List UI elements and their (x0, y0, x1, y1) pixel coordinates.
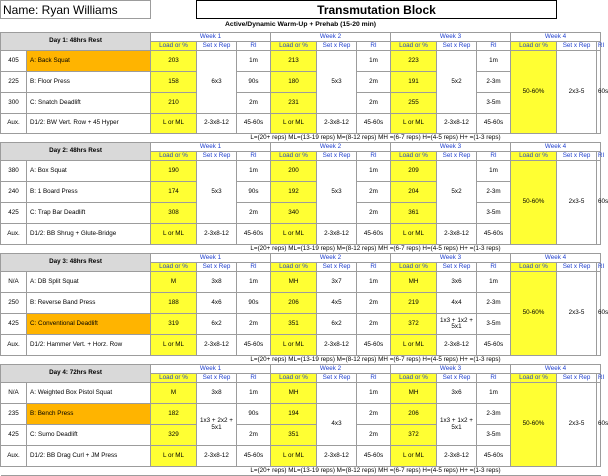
rest-cell: 45-60s (477, 224, 511, 245)
sets-reps-cell (317, 383, 357, 404)
column-header: Load or % (151, 42, 197, 51)
rest-cell: 2m (357, 425, 391, 446)
column-header: Load or % (271, 42, 317, 51)
rest-cell: 1m (357, 272, 391, 293)
max-weight: N/A (1, 272, 27, 293)
load-cell: 200 (271, 161, 317, 182)
load-cell: 223 (391, 51, 437, 72)
rest-cell: 45-60s (477, 114, 511, 134)
column-header: RI (477, 42, 511, 51)
column-header: Load or % (271, 374, 317, 383)
week4-rest-cell: 60s (597, 383, 601, 467)
athlete-name: Name: Ryan Williams (1, 1, 151, 19)
max-weight: 225 (1, 72, 27, 93)
week4-rest-cell: 60s (597, 272, 601, 356)
rest-cell: 1m (477, 272, 511, 293)
week4-sets-reps-cell: 2x3-5 (557, 272, 597, 356)
rest-cell: 45-60s (357, 114, 391, 134)
load-cell: L or ML (271, 114, 317, 134)
rest-cell: 2m (237, 314, 271, 335)
week-header: Week 1 (151, 365, 271, 374)
load-cell: 319 (151, 314, 197, 335)
column-header: Set x Rep (557, 263, 597, 272)
exercise-name: A: Box Squat (27, 161, 151, 182)
rest-cell: 45-60s (237, 224, 271, 245)
column-header: Set x Rep (437, 263, 477, 272)
column-header: Load or % (271, 152, 317, 161)
column-header: RI (237, 374, 271, 383)
column-header: Load or % (391, 152, 437, 161)
column-header: Load or % (511, 42, 557, 51)
load-cell: 361 (391, 203, 437, 224)
warmup-subtitle: Active/Dynamic Warm-Up + Prehab (15-20 min) (225, 21, 377, 29)
max-weight: 250 (1, 293, 27, 314)
rest-cell: 1m (357, 51, 391, 72)
rest-cell: 1m (477, 51, 511, 72)
exercise-name: A: Weighted Box Pistol Squat (27, 383, 151, 404)
day-week-header (1, 254, 601, 263)
column-header: RI (477, 263, 511, 272)
rest-cell: 45-60s (237, 446, 271, 467)
column-header: Set x Rep (437, 42, 477, 51)
sets-reps-cell: 2-3x8-12 (197, 335, 237, 356)
column-header: Load or % (151, 374, 197, 383)
rest-cell: 3-5m (477, 93, 511, 114)
column-header: Set x Rep (557, 42, 597, 51)
rest-cell: 1m (477, 383, 511, 404)
column-header: Set x Rep (197, 374, 237, 383)
rest-cell: 3-5m (477, 314, 511, 335)
rest-cell: 3-5m (477, 203, 511, 224)
sets-reps-cell: 5x3 (317, 161, 357, 224)
sets-reps-cell: 2-3x8-12 (317, 446, 357, 467)
sets-reps-cell: 2-3x8-12 (437, 114, 477, 134)
sets-reps-cell: 1x3 + 2x2 + 5x1 (197, 404, 237, 446)
sets-reps-cell: 3x7 (317, 272, 357, 293)
load-cell: 190 (151, 161, 197, 182)
load-cell: L or ML (151, 114, 197, 134)
column-header: RI (598, 151, 605, 159)
page-title: Transmutation Block (197, 1, 557, 19)
load-cell: 180 (271, 72, 317, 93)
load-cell: MH (391, 272, 437, 293)
sets-reps-cell: 3x6 (437, 272, 477, 293)
load-cell: L or ML (271, 446, 317, 467)
load-cell: M (151, 383, 197, 404)
day-title: Day 4: 72hrs Rest (1, 365, 151, 383)
sets-reps-cell: 3x8 (197, 272, 237, 293)
max-weight: N/A (1, 383, 27, 404)
load-cell: MH (271, 272, 317, 293)
sets-reps-cell: 2-3x8-12 (197, 446, 237, 467)
week-header: Week 3 (391, 33, 511, 42)
load-cell: 210 (151, 93, 197, 114)
week-header: Week 2 (271, 254, 391, 263)
exercise-row (1, 272, 601, 293)
column-header: Load or % (391, 374, 437, 383)
week4-load-cell: 50-60% (511, 51, 557, 134)
column-header: Load or % (511, 152, 557, 161)
week4-load-cell: 50-60% (511, 383, 557, 467)
intensity-legend: L=(20+ reps) ML=(13-19 reps) M=(8-12 reps) MH =(6-7 reps) H=(4-5 reps) H+ =(1-3 reps) (151, 467, 601, 476)
sets-reps-cell: 6x2 (317, 314, 357, 335)
week-header: Week 1 (151, 254, 271, 263)
rest-cell: 3-5m (477, 425, 511, 446)
sets-reps-cell: 5x3 (317, 51, 357, 114)
sets-reps-cell: 2-3x8-12 (317, 335, 357, 356)
day-title: Day 3: 48hrs Rest (1, 254, 151, 272)
rest-cell: 2m (357, 182, 391, 203)
rest-cell: 1m (477, 161, 511, 182)
max-weight: Aux. (1, 446, 27, 467)
sets-reps-cell: 5x2 (437, 51, 477, 114)
load-cell: 206 (391, 404, 437, 425)
sets-reps-cell: 6x3 (197, 51, 237, 114)
load-cell: 174 (151, 182, 197, 203)
day-week-header (1, 365, 601, 374)
load-cell: 194 (271, 404, 317, 425)
load-cell: 329 (151, 425, 197, 446)
column-header: RI (477, 152, 511, 161)
week-header: Week 1 (151, 33, 271, 42)
load-cell: L or ML (391, 224, 437, 245)
load-cell: 191 (391, 72, 437, 93)
max-weight: Aux. (1, 114, 27, 134)
column-header: Set x Rep (197, 152, 237, 161)
week-header: Week 4 (511, 33, 601, 42)
column-header: Set x Rep (317, 42, 357, 51)
load-cell: 255 (391, 93, 437, 114)
load-cell: L or ML (151, 446, 197, 467)
max-weight: Aux. (1, 335, 27, 356)
column-header: RI (357, 152, 391, 161)
exercise-name: C: Sumo Deadlift (27, 425, 151, 446)
rest-cell: 2m (237, 93, 271, 114)
sets-reps-cell: 2-3x8-12 (197, 114, 237, 134)
rest-cell: 45-60s (477, 335, 511, 356)
column-header: Set x Rep (557, 152, 597, 161)
rest-cell: 1m (357, 161, 391, 182)
sets-reps-cell: 1x3 + 1x2 + 5x1 (437, 404, 477, 446)
column-header: Set x Rep (317, 374, 357, 383)
rest-cell: 45-60s (357, 335, 391, 356)
rest-cell: 45-60s (237, 335, 271, 356)
exercise-name: C: Conventional Deadlift (27, 314, 151, 335)
exercise-name: B: 1 Board Press (27, 182, 151, 203)
week-header: Week 2 (271, 365, 391, 374)
load-cell: 213 (271, 51, 317, 72)
sets-reps-cell: 5x3 (197, 161, 237, 224)
rest-cell: 2m (357, 314, 391, 335)
column-header: Set x Rep (317, 263, 357, 272)
rest-cell: 2m (237, 203, 271, 224)
exercise-name: C: Snatch Deadlift (27, 93, 151, 114)
rest-cell: 1m (237, 161, 271, 182)
load-cell: 204 (391, 182, 437, 203)
sets-reps-cell: 2-3x8-12 (437, 446, 477, 467)
load-cell: 203 (151, 51, 197, 72)
column-header: Load or % (271, 263, 317, 272)
week-header: Week 3 (391, 254, 511, 263)
sets-reps-cell: 2-3x8-12 (437, 224, 477, 245)
load-cell: 206 (271, 293, 317, 314)
load-cell: 158 (151, 72, 197, 93)
load-cell: MH (391, 383, 437, 404)
rest-cell: 45-60s (357, 446, 391, 467)
rest-cell: 2-3m (477, 404, 511, 425)
rest-cell: 1m (237, 383, 271, 404)
exercise-name: A: Back Squat (27, 51, 151, 72)
intensity-legend: L=(20+ reps) ML=(13-19 reps) M=(8-12 reps) MH =(6-7 reps) H=(4-5 reps) H+ =(1-3 reps) (151, 356, 601, 365)
rest-cell: 2m (357, 72, 391, 93)
load-cell: L or ML (271, 335, 317, 356)
column-header: RI (237, 152, 271, 161)
exercise-row (1, 161, 601, 182)
load-cell: 182 (151, 404, 197, 425)
sets-reps-cell: 3x6 (437, 383, 477, 404)
exercise-row (1, 383, 601, 404)
sets-reps-cell: 5x2 (437, 161, 477, 224)
column-header: RI (357, 263, 391, 272)
day-title: Day 1: 48hrs Rest (1, 33, 151, 51)
week-header: Week 2 (271, 33, 391, 42)
rest-cell: 2-3m (477, 182, 511, 203)
week-header: Week 4 (511, 143, 601, 152)
exercise-name: D1/2: BB Shrug + Glute-Bridge (27, 224, 151, 245)
week4-sets-reps-cell: 2x3-5 (557, 51, 597, 134)
week4-rest-cell: 60s (597, 51, 601, 134)
column-header: RI (477, 374, 511, 383)
sets-reps-cell: 6x2 (197, 314, 237, 335)
intensity-legend: L=(20+ reps) ML=(13-19 reps) M=(8-12 reps) MH =(6-7 reps) H=(4-5 reps) H+ =(1-3 reps) (151, 134, 601, 143)
load-cell: 308 (151, 203, 197, 224)
column-header: Set x Rep (557, 374, 597, 383)
sets-reps-cell: 4x3 (317, 404, 357, 446)
sets-reps-cell: 3x8 (197, 383, 237, 404)
column-header: Set x Rep (437, 374, 477, 383)
exercise-name: D1/2: BW Vert. Row + 45 Hyper (27, 114, 151, 134)
column-header: Set x Rep (437, 152, 477, 161)
sets-reps-cell: 1x3 + 1x2 + 5x1 (437, 314, 477, 335)
column-header: Load or % (511, 263, 557, 272)
max-weight: 425 (1, 425, 27, 446)
max-weight: 425 (1, 203, 27, 224)
column-header: RI (357, 42, 391, 51)
load-cell: L or ML (151, 335, 197, 356)
load-cell: 231 (271, 93, 317, 114)
column-header: RI (598, 373, 605, 381)
rest-cell: 45-60s (237, 114, 271, 134)
load-cell: MH (271, 383, 317, 404)
sets-reps-cell: 2-3x8-12 (317, 114, 357, 134)
exercise-name: D1/2: BB Drag Curl + JM Press (27, 446, 151, 467)
max-weight: 405 (1, 51, 27, 72)
week-header: Week 4 (511, 365, 601, 374)
day-week-header (1, 33, 601, 42)
load-cell: 372 (391, 314, 437, 335)
day-week-header (1, 143, 601, 152)
load-cell: 351 (271, 425, 317, 446)
week4-rest-cell: 60s (597, 161, 601, 245)
max-weight: 425 (1, 314, 27, 335)
exercise-name: A: DB Split Squat (27, 272, 151, 293)
sets-reps-cell: 4x5 (317, 293, 357, 314)
column-header: Set x Rep (317, 152, 357, 161)
column-header: RI (598, 41, 605, 49)
column-header: RI (598, 262, 605, 270)
week4-sets-reps-cell: 2x3-5 (557, 383, 597, 467)
rest-cell: 90s (237, 72, 271, 93)
load-cell: L or ML (391, 114, 437, 134)
week-header: Week 3 (391, 143, 511, 152)
max-weight: 300 (1, 93, 27, 114)
week4-sets-reps-cell: 2x3-5 (557, 161, 597, 245)
exercise-name: B: Floor Press (27, 72, 151, 93)
max-weight: Aux. (1, 224, 27, 245)
rest-cell: 1m (357, 383, 391, 404)
exercise-row (1, 51, 601, 72)
rest-cell: 2m (357, 404, 391, 425)
intensity-legend: L=(20+ reps) ML=(13-19 reps) M=(8-12 reps) MH =(6-7 reps) H=(4-5 reps) H+ =(1-3 reps) (151, 245, 601, 254)
rest-cell: 90s (237, 182, 271, 203)
rest-cell: 1m (237, 272, 271, 293)
column-header: Load or % (151, 152, 197, 161)
week-header: Week 1 (151, 143, 271, 152)
load-cell: 209 (391, 161, 437, 182)
week-header: Week 2 (271, 143, 391, 152)
sets-reps-cell: 4x6 (197, 293, 237, 314)
column-header: Set x Rep (197, 263, 237, 272)
rest-cell: 2m (357, 203, 391, 224)
column-header: RI (237, 42, 271, 51)
column-header: RI (357, 374, 391, 383)
load-cell: 372 (391, 425, 437, 446)
week4-load-cell: 50-60% (511, 161, 557, 245)
rest-cell: 2-3m (477, 293, 511, 314)
rest-cell: 2m (357, 293, 391, 314)
load-cell: 351 (271, 314, 317, 335)
rest-cell: 2-3m (477, 72, 511, 93)
rest-cell: 2m (237, 425, 271, 446)
rest-cell: 45-60s (357, 224, 391, 245)
load-cell: L or ML (271, 224, 317, 245)
sets-reps-cell: 2-3x8-12 (197, 224, 237, 245)
load-cell: M (151, 272, 197, 293)
sets-reps-cell: 2-3x8-12 (437, 335, 477, 356)
load-cell: 188 (151, 293, 197, 314)
exercise-name: C: Trap Bar Deadlift (27, 203, 151, 224)
day-title: Day 2: 48hrs Rest (1, 143, 151, 161)
load-cell: L or ML (391, 335, 437, 356)
max-weight: 235 (1, 404, 27, 425)
rest-cell: 1m (237, 51, 271, 72)
column-header: Set x Rep (197, 42, 237, 51)
sets-reps-cell: 4x4 (437, 293, 477, 314)
max-weight: 240 (1, 182, 27, 203)
exercise-name: B: Reverse Band Press (27, 293, 151, 314)
rest-cell: 90s (237, 293, 271, 314)
sets-reps-cell: 2-3x8-12 (317, 224, 357, 245)
week-header: Week 4 (511, 254, 601, 263)
rest-cell: 2m (357, 93, 391, 114)
week4-load-cell: 50-60% (511, 272, 557, 356)
rest-cell: 90s (237, 404, 271, 425)
column-header: Load or % (391, 263, 437, 272)
load-cell: 219 (391, 293, 437, 314)
week-header: Week 3 (391, 365, 511, 374)
load-cell: L or ML (151, 224, 197, 245)
load-cell: L or ML (391, 446, 437, 467)
rest-cell: 45-60s (477, 446, 511, 467)
column-header: Load or % (151, 263, 197, 272)
load-cell: 340 (271, 203, 317, 224)
exercise-name: B: Bench Press (27, 404, 151, 425)
max-weight: 380 (1, 161, 27, 182)
column-header: RI (237, 263, 271, 272)
exercise-name: D1/2: Hammer Vert. + Horz. Row (27, 335, 151, 356)
column-header: Load or % (391, 42, 437, 51)
load-cell: 192 (271, 182, 317, 203)
column-header: Load or % (511, 374, 557, 383)
